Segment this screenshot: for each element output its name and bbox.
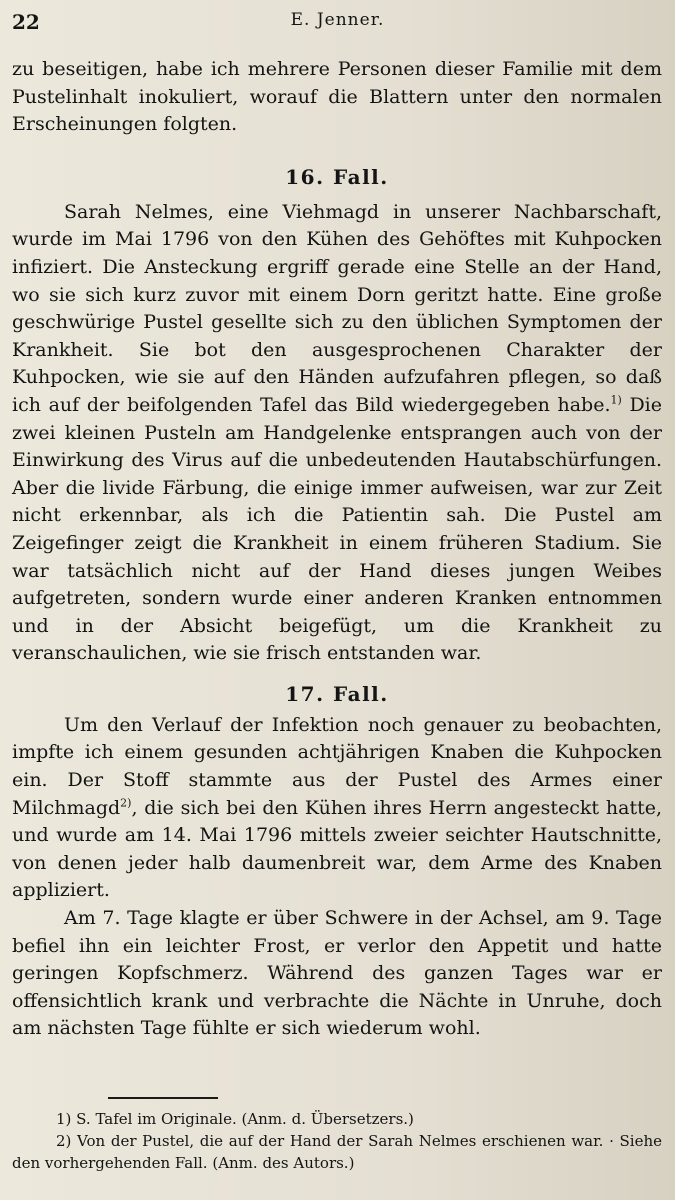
case-16-heading: 16. Fall. xyxy=(285,164,389,189)
paragraph-case-16-part-1: Sarah Nelmes, eine Viehmagd in unserer Nachbarschaft, wurde im Mai 1796 von den Kühen des Gehöftes mit Kuhpocken infiziert. Die Ansteckung ergriff gerade eine Stelle an der Hand, wo sie sich kurz zuvor mit einem Dorn geritzt hatte. Eine große geschwürige Pustel gesellte sich zu den üblichen Symptomen der Krankheit. Sie bot den ausgesprochenen Charakter der Kuhpocken, wie sie auf den Händen aufzufahren pflegen, so daß ich auf der beifolgenden Tafel das Bild wiedergegeben habe. xyxy=(12,200,662,416)
paragraph-case-16-part-2: Die zwei kleinen Pusteln am Handgelenke entsprangen auch von der Einwirkung des Virus auf die unbedeutenden Hautabschürfungen. Aber die livide Färbung, die einige immer aufweisen, war zur Zeit nicht erkennbar, als ich die Patientin sah. Die Pustel am Zeigefinger zeigt die Krankheit in einem früheren Stadium. Sie war tatsächlich nicht auf der Hand dieses jungen Weibes aufgetreten, sondern wurde einer anderen Kranken entnommen und in der Absicht beigefügt, um die Krankheit zu veranschaulichen, wie sie frisch entstanden war. xyxy=(12,393,662,665)
paragraph-case-17-part-1: Um den Verlauf der Infektion noch genauer zu beobachten, impfte ich einem gesunden achtjährigen Knaben die Kuhpocken ein. Der Stoff stammte aus der Pustel des Armes einer Milchmagd xyxy=(12,713,662,819)
page-number: 22 xyxy=(12,10,40,34)
footnotes xyxy=(12,1108,662,1174)
running-title: E. Jenner. xyxy=(290,10,385,30)
paragraph-case-17-course: Am 7. Tage klagte er über Schwere in der Achsel, am 9. Tage befiel ihn ein leichter Frost, er verlor den Appetit und hatte geringen Kopfschmerz. Während des ganzen Tages war er offensichtlich krank und verbrachte die Nächte in Unruhe, doch am nächsten Tage fühlte er sich wiederum wohl. xyxy=(12,907,662,1040)
paragraph-continuation: zu beseitigen, habe ich mehrere Personen dieser Familie mit dem Pustelinhalt inokuliert, worauf die Blattern unter den normalen Erscheinungen folgten. xyxy=(12,58,662,136)
case-17-heading: 17. Fall. xyxy=(285,681,389,706)
page-body xyxy=(12,56,662,1043)
paragraph-case-17-part-2: , die sich bei den Kühen ihres Herrn angesteckt hatte, und wurde am 14. Mai 1796 mittels zweier seichter Hautschnitte, von denen jeder halb daumenbreit war, dem Arme des Knaben appliziert. xyxy=(12,796,662,902)
running-head xyxy=(0,6,675,36)
paragraph-case-17 xyxy=(12,712,662,905)
footnote-divider xyxy=(108,1097,218,1099)
footnote-1: 1) S. Tafel im Originale. (Anm. d. Übersetzers.) xyxy=(56,1110,414,1128)
paragraph-case-16 xyxy=(12,199,662,668)
footnote-2: 2) Von der Pustel, die auf der Hand der Sarah Nelmes erschienen war. · Siehe den vorhergehenden Fall. (Anm. des Autors.) xyxy=(12,1132,662,1172)
footnote-ref-2: 2) xyxy=(120,796,132,810)
footnote-ref-1: 1) xyxy=(610,393,622,407)
